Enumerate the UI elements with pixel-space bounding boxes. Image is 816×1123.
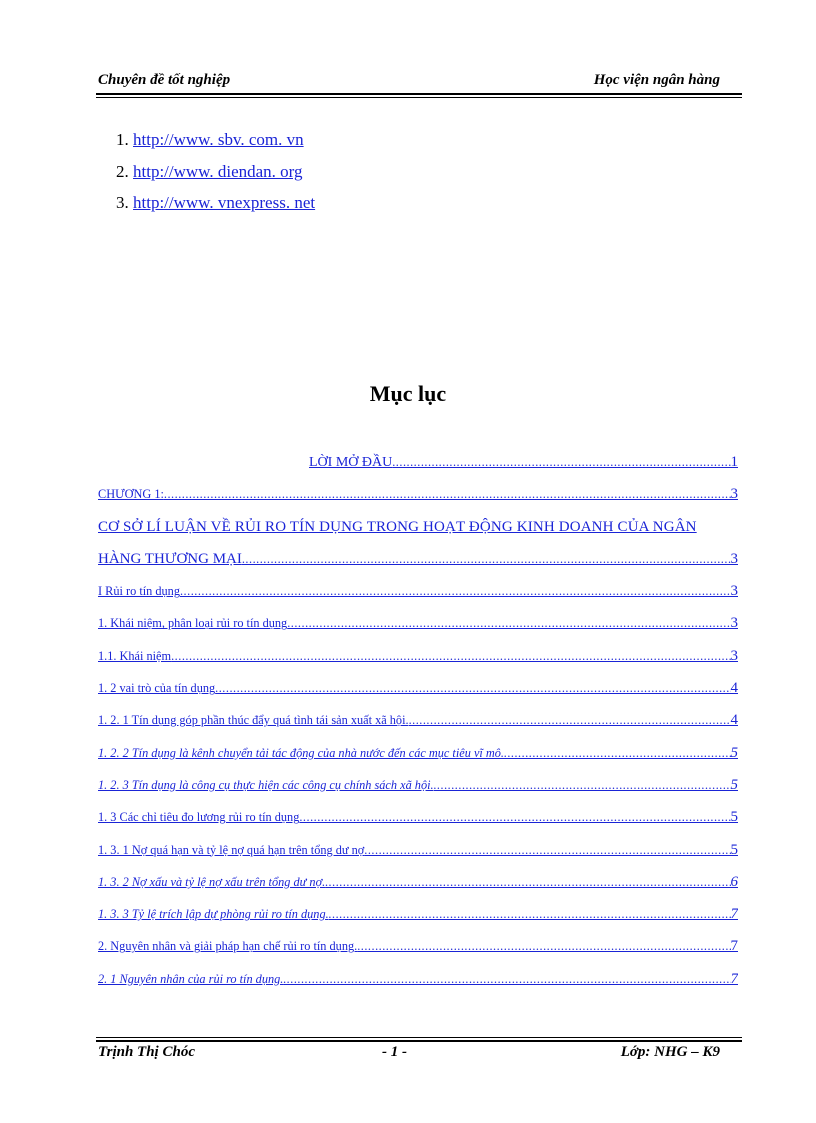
toc-entry[interactable] [98,642,738,674]
toc-entry-text: 1. Khái niệm, phân loại rủi ro tín dụng [98,616,288,631]
toc-entry[interactable] [98,965,738,997]
toc-entry[interactable] [98,868,738,900]
toc-entry[interactable] [98,771,738,803]
toc-entry-text: 1. 2. 1 Tín dụng góp phần thúc đẩy quá tình tái sản xuất xã hội. [98,713,409,728]
toc-leader-dots [434,771,731,799]
reference-link[interactable]: http://www. vnexpress. net [133,193,316,212]
toc-leader-dots [171,642,730,670]
toc-entry-text: 2. 1 Nguyên nhân của rủi ro tín dụng. [98,971,284,986]
footer-class: Lớp: NHG – K9 [620,1044,720,1060]
toc-entry-page: 6 [730,873,738,890]
toc-entry-text: 1. 3. 3 Tỷ lệ trích lập dự phòng rủi ro tín dụng. [98,907,329,922]
toc-entry-page: 7 [730,938,738,955]
reference-link[interactable]: http://www. sbv. com. vn [133,130,304,149]
toc-entry[interactable] [98,674,738,706]
toc-leader-dots [164,480,731,508]
toc-entry-page: 3 [730,550,738,567]
toc-entry-page: 1 [730,454,738,470]
toc-entry[interactable] [98,739,738,771]
header-rule-thin [96,97,742,98]
toc-entry-text: HÀNG THƯƠNG MẠI [98,550,242,567]
toc-entry-chapter-title-cont[interactable] [98,545,738,577]
toc-entry-chapter-title[interactable]: CƠ SỞ LÍ LUẬN VỀ RỦI RO TÍN DỤNG TRONG HOẠT ĐỘNG KINH DOANH CỦA NGÂN [98,518,697,535]
toc-leader-dots [504,739,731,767]
toc-entry-chapter[interactable] [98,480,738,512]
toc-entry-page: 5 [730,744,738,761]
reference-list [116,124,315,219]
toc-entry-page: 5 [730,841,738,858]
toc-leader-dots [364,836,730,864]
toc-leader-dots [325,868,730,896]
toc-entry-page: 3 [730,486,738,503]
toc-entry-page: 3 [730,583,738,600]
reference-item [116,187,315,219]
toc-leader-dots [357,932,730,960]
reference-number: 3. [116,193,129,212]
toc-entry-text: 1.1. Khái niệm [98,648,172,663]
toc-entry[interactable] [98,900,738,932]
toc-entry[interactable] [98,932,738,964]
toc-leader-dots [287,609,730,637]
toc-leader-dots [283,965,730,993]
toc-entry-page: 3 [730,647,738,664]
footer-page-number: - 1 - [382,1044,407,1060]
toc-leader-dots [242,545,731,573]
toc-entry-text: 1. 3 Các chỉ tiêu đo lương rủi ro tín dụng [98,810,300,825]
header-right-text: Học viện ngân hàng [593,72,720,88]
toc-entry-page: 7 [730,906,738,923]
toc-leader-dots [392,448,730,476]
toc-entry[interactable] [98,803,738,835]
toc-entry-text: 1. 3. 2 Nợ xấu và tỷ lệ nợ xấu trên tổng dư nợ. [98,874,326,889]
footer-rule-thick [96,1040,742,1042]
toc-entry-page: 4 [730,680,738,697]
toc-title: Mục lục [369,381,447,406]
toc-entry-text: 1. 2 vai trò của tín dụng [98,681,216,696]
reference-link[interactable]: http://www. diendan. org [133,161,303,181]
toc-entry-intro[interactable] [98,448,738,480]
page-header [96,70,742,92]
toc-entry-text: CHƯƠNG 1: [98,487,164,502]
header-left-text: Chuyên đề tốt nghiệp [98,72,231,88]
toc-entry-text: 1. 2. 3 Tín dụng là công cụ thực hiện các công cụ chính sách xã hội. [98,777,434,792]
toc-entry-text: 2. Nguyên nhân và giải pháp hạn chế rủi ro tín dụng. [98,939,358,954]
reference-item [116,156,315,188]
toc-entry[interactable] [98,706,738,738]
footer-author: Trịnh Thị Chóc [98,1044,195,1060]
toc-leader-dots [329,900,731,928]
toc-entry-text: 1. 3. 1 Nợ quá hạn và tỷ lệ nợ quá hạn trên tổng dư nợ [98,842,365,857]
toc-entry-page: 5 [730,776,738,793]
table-of-contents [98,448,738,997]
toc-entry[interactable] [98,609,738,641]
reference-number: 2. [116,161,129,181]
toc-leader-dots [409,706,731,734]
toc-entry-text: LỜI MỞ ĐẦU [309,455,393,470]
toc-leader-dots [215,674,730,702]
toc-entry-text: 1. 2. 2 Tín dụng là kênh chuyển tải tác động của nhà nước đến các mục tiêu vĩ mô. [98,745,504,760]
toc-entry-text: I Rủi ro tín dụng [98,584,180,599]
footer-rule-thin [96,1037,742,1038]
toc-entry-page: 4 [730,712,738,729]
reference-number: 1. [116,130,129,149]
toc-leader-dots [299,803,730,831]
toc-entry[interactable] [98,836,738,868]
toc-entry[interactable] [98,577,738,609]
toc-entry-page: 3 [730,615,738,632]
reference-item [116,124,315,156]
toc-entry-page: 5 [730,809,738,826]
toc-entry-page: 7 [730,970,738,987]
header-rule-thick [96,93,742,95]
toc-leader-dots [180,577,731,605]
